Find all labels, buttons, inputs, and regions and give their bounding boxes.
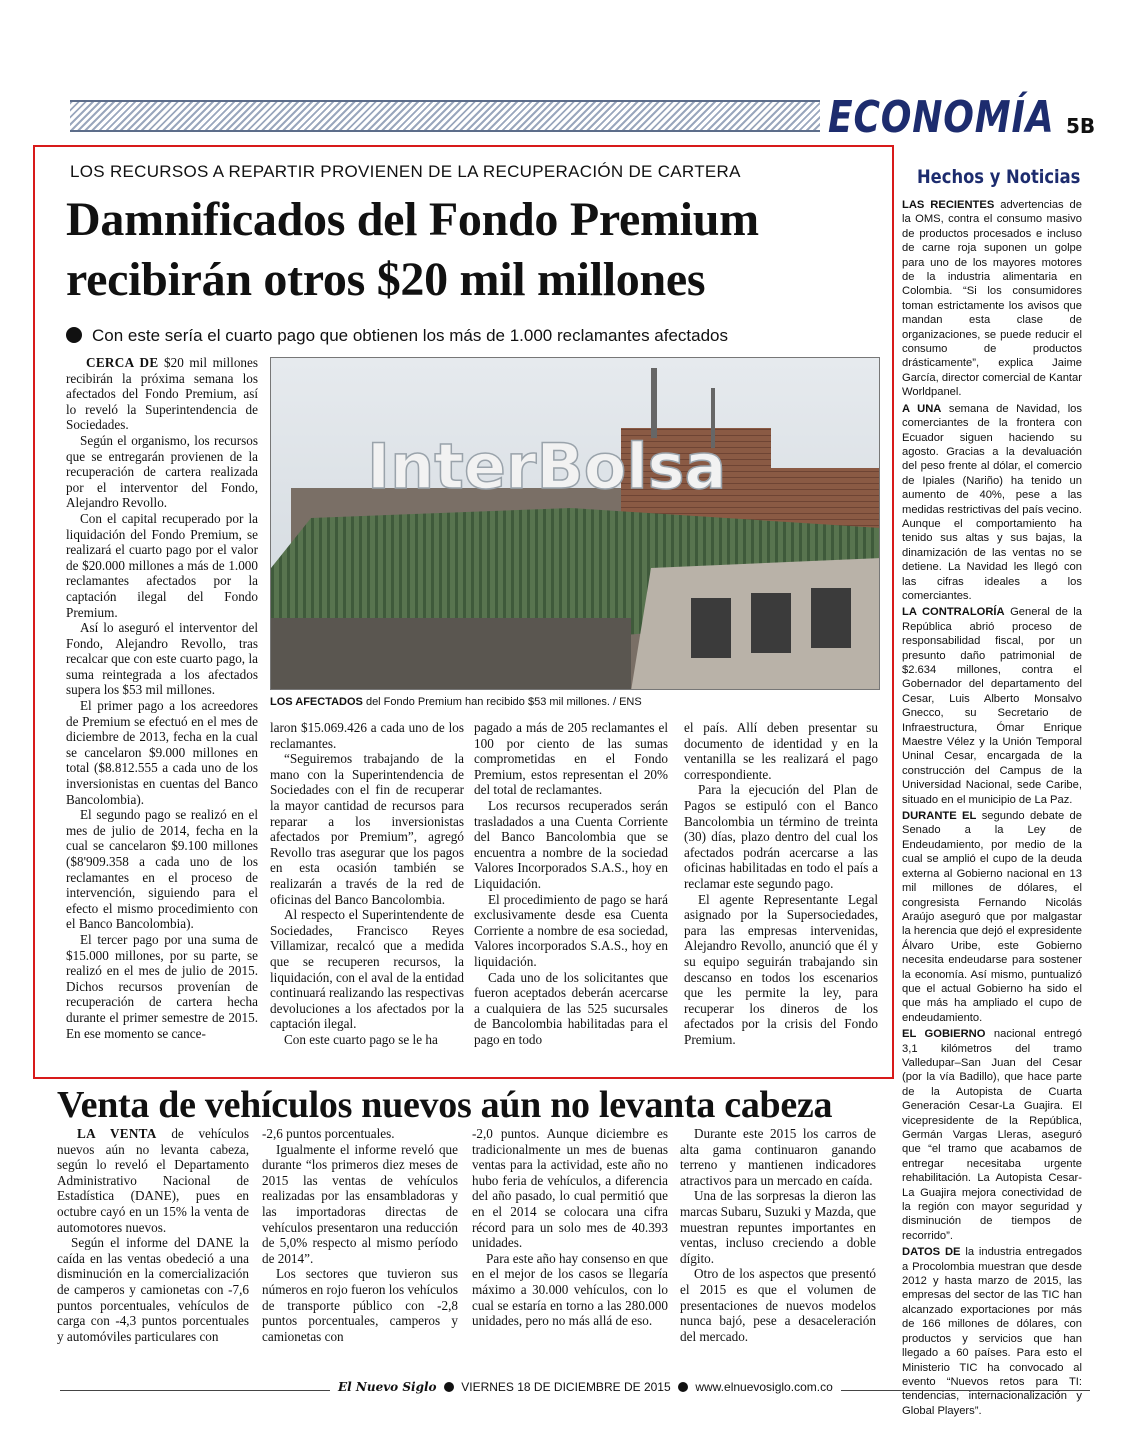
paragraph: El segundo pago se realizó en el mes de julio de 2014, fecha en la cual se cancelaron $9.100 millones ($8'909.358 a cada uno de los reclamantes en el proceso de intervención, siguiendo para el efecto el mismo procedimiento con el Banco Bancolombia). [66,807,258,932]
paragraph: El agente Representante Legal asignado por la Supersociedades, para las empresas intervenidas, Alejandro Revollo, anunció que él y su equipo seguirán trabajando sin descanso en todos los escenarios que les permite la ley, para recuperar los dineros de los afectados por la crisis del Fondo Premium. [684,891,878,1047]
paragraph: “Seguiremos trabajando de la mano con la Superintendencia de Sociedades con el fin de recuperar la mayor cantidad de recursos para reparar a los inversionistas afectados por Premium”, agregó Revollo tras asegurar que los pagos en esta ocasión también se realizarán a través de la red de oficinas del Banco Bancolombia. [270,751,464,907]
caption-lead: LOS AFECTADOS [270,696,363,708]
paragraph: Para este año hay consenso en que en el mejor de los casos se llegaría máximo a 30.000 vehículos, con lo cual se estaría en torno a las 280.000 unidades, pero no más allá de eso. [472,1250,668,1329]
footer-content [330,1380,841,1394]
paragraph: El primer pago a los acreedores de Premium se efectuó en el mes de diciembre de 2013, fecha en la cual se cancelaron $9.000 millones en total ($8.812.555 a cada uno de los inversionistas en cuentas del Banco Bancolombia). [66,698,258,807]
sidebar-item-text: advertencias de la OMS, contra el consumo masivo de productos procesados e incluso de carne roja suponen un golpe para uno de los mayores motores de la industria alimentaria en Colombia. “Si los consumidores toman estrictamente los avisos que mandan esta clase de organizaciones, se puede reducir el consumo de productos drásticamente”, explica Jaime García, director comercial de Kantar Worldpanel. [902,199,1082,399]
bullet-icon [444,1382,454,1392]
photo-sign-text: InterBolsa [367,430,727,503]
paragraph: -2,6 puntos porcentuales. [262,1126,395,1141]
paragraph [66,355,258,433]
paragraph: Los recursos recuperados serán trasladados a una Cuenta Corriente del Banco Bancolombia que se encuentra a nombre de la sociedad Valores Incorporados S.A.S., hoy en Liquidación. [474,797,668,891]
lead-in: CERCA DE [86,355,159,370]
paragraph: El procedimiento de pago se hará exclusivamente desde esa Cuenta Corriente a nombre de esa sociedad, Valores incorporados S.A.S., hoy en liquidación. [474,891,668,969]
article-column-4 [684,720,878,1047]
paragraph: el país. Allí deben presentar su documento de identidad y en la ventanilla se les realizará el pago correspondiente. [684,720,878,782]
sidebar-item-lead: DATOS DE [902,1246,961,1259]
article-column-1 [66,355,258,1041]
paragraph: Con el capital recuperado por la liquidación del Fondo Premium, se realizará el cuarto pago por el valor de $20.000 millones a más de 1.000 reclamantes afectados por la captación ilegal del Fondo Premium. [66,510,258,620]
sidebar-item-text: nacional entregó 3,1 kilómetros del tramo Valledupar–San Juan del Cesar (por la vía Badillo), que hace parte de la Autopista de Cuarta Generación Cesar-La Guajira. El vicepresidente de la República, Germán Vargas Lleras, aseguró que “el tramo que acabamos de entregar necesitaba urgente rehabilitación. La Autopista Cesar-La Guajira mejora conectividad de la región con mayor seguridad y disminución de tiempos de recorrido”. [902,1028,1082,1242]
article-column-2 [270,720,464,1047]
paragraph [57,1126,249,1235]
sidebar-item-text: segundo debate de Senado a la Ley de Endeudamiento, por medio de la cual se amplió el cupo de la deuda externa al Gobierno nacional en 13 mil millones de dólares, el congresista Fernando Nicolás Araújo aseguró que por malgastar la herencia que dejó el expresidente Álvaro Uribe, este Gobierno necesita endeudarse para sostener la economía. Así mismo, puntualizó que el actual Gobierno ha sido el que más ha ampliado el cupo de endeudamiento. [902,810,1082,1024]
sidebar-title: Hechos y Noticias [917,166,1081,188]
paragraph: Así lo aseguró el interventor del Fondo, Alejandro Revollo, tras recalcar que con este cuarto pago, la suma reintegrada a los afectados supera los $53 mil millones. [66,620,258,698]
section-title: ECONOMÍA [828,92,1055,143]
sidebar-item [902,809,1082,1025]
article-kicker: LOS RECURSOS A REPARTIR PROVIENEN DE LA RECUPERACIÓN DE CARTERA [70,162,741,181]
paragraph: Una de las sorpresas la dieron las marcas Subaru, Suzuki y Mazda, que muestran repuntes importantes en ventas, incluso creciendo a doble dígito. [680,1188,876,1266]
sidebar-item-lead: LAS RECIENTES [902,199,995,211]
sidebar-item-text: la industria entregados a Procolombia muestran que desde 2012 y hasta marzo de 2015, las empresas del sector de las TIC han alcanzado exportaciones por más de 166 millones de dólares, con productos y servicios que han llegado a 60 países. Para esto el Ministerio TIC ha convocado al evento “Nuevos retos para TI: tendencias, internacionalización y Global Players”. [902,1246,1082,1417]
article-subhead [66,326,728,346]
footer-date: VIERNES 18 DE DICIEMBRE DE 2015 [461,1380,671,1394]
masthead-hatch-band [70,100,820,132]
interbolsa-building-photo [271,358,880,690]
article2-column-1 [57,1126,249,1344]
photo-caption [270,696,642,708]
article2-column-3 [472,1126,668,1329]
sidebar-item-lead: LA CONTRALORÍA [902,606,1005,619]
paragraph: Igualmente el informe reveló que durante “los primeros diez meses de 2015 las ventas de vehículos realizadas por las ensambladoras y las importadoras directas de vehículos presentaron una reducción de 5,0% respecto al mismo período de 2014”. [262,1141,458,1266]
lead-in: LA VENTA [77,1126,157,1141]
article-headline [66,190,896,310]
paragraph: Para la ejecución del Plan de Pagos se estipuló con el Banco Bancolombia un término de treinta (30) días, plazo dentro del cual los afectados podrán acercarse a las oficinas habilitadas en todo el país a reclamar este segundo pago. [684,782,878,891]
paragraph: Al respecto el Superintendente de Sociedades, Francisco Reyes Villamizar, recalcó que a medida que se recuperen recursos, la liquidación, con el aval de la entidad continuará realizando las respectivas devoluciones a los afectados por la captación ilegal. [270,907,464,1032]
masthead [70,92,1110,142]
article-photo [270,357,880,690]
paragraph: Durante este 2015 los carros de alta gama continuaron ganando terreno y mantienen indicadores atractivos para un mercado en caída. [680,1126,876,1188]
sidebar-item [902,402,1082,604]
paragraph: El tercer pago por una suma de $15.000 millones, por su parte, se realizó en el mes de julio de 2015. Dichos recursos provenían de recuperación de cartera hecha durante el primer semestre de 2015. En ese momento se cance- [66,931,258,1041]
bullet-icon [678,1382,688,1392]
sidebar-item [902,1027,1082,1243]
sidebar-item-text: General de la República abrió proceso de responsabilidad fiscal, por un presunto daño patrimonial de $2.634 millones, contra el Gobernador del departamento del Cesar, Luis Alberto Monsalvo Gnecco, su Secretario de Infraestructura, Ómar Enrique Maestre Vélez y la Unión Temporal Uninal Cesar, encargada de la construcción del Campus de la Universidad Nacional, sede Caribe, situado en el municipio de La Paz. [902,606,1082,806]
article2-headline: Venta de vehículos nuevos aún no levanta cabeza [57,1084,833,1126]
paragraph-text: $20 mil millones recibirán la próxima semana los afectados del Fondo Premium, así lo reveló la Superintendencia de Sociedades. [66,355,258,433]
footer-url[interactable]: www.elnuevosiglo.com.co [695,1380,833,1394]
sidebar-item-lead: A UNA [902,402,942,415]
paragraph: Cada uno de los solicitantes que fueron aceptados deberán acercarse a cualquiera de las 525 sucursales de Bancolombia habilitadas para el pago en todo [474,969,668,1047]
paragraph: laron $15.069.426 a cada uno de los reclamantes. [270,720,464,751]
paragraph: pagado a más de 205 reclamantes el 100 por ciento de las sumas comprometidas en el Fondo Premium, estos representan el 20% del total de reclamantes. [474,720,668,798]
page-number: 5B [1066,114,1096,138]
sidebar-item-lead: DURANTE EL [902,810,977,823]
article2-column-4 [680,1126,876,1344]
sidebar-news [902,198,1082,1420]
paragraph: Con este cuarto pago se le ha [284,1031,438,1047]
paragraph: Otro de los aspectos que presentó el 2015 es que el volumen de presentaciones de nuevos modelos nunca bajó, pese a desaceleración del mercado. [680,1266,876,1344]
bullet-icon [66,327,82,343]
headline-line-2: recibirán otros $20 mil millones [66,253,706,306]
sidebar-item-lead: EL GOBIERNO [902,1028,986,1041]
sidebar-item [902,605,1082,807]
paragraph: Según el organismo, los recursos que se entregarán provienen de la recuperación de cartera realizada por el interventor del Fondo, Alejandro Revollo. [66,432,258,511]
newspaper-logo: El Nuevo Siglo [338,1380,437,1394]
sidebar-item-text: semana de Navidad, los comerciantes de la frontera con Ecuador siguen haciendo su agosto. Gracias a la devaluación del peso frente al dólar, el comercio de Ipiales (Nariño) ha tenido un aumento de 40%, pese a las medidas restrictivas del país vecino. Aunque el comportamiento ha tenido sus altas y sus bajas, la dinamización de las ventas no se detiene. La Navidad les llegó con las cifras ideales a los comerciantes. [902,402,1082,602]
article2-column-2 [262,1126,458,1344]
paragraph: Según el informe del DANE la caída en las ventas obedeció a una disminución en la comercialización de camperos y camionetas con -7,6 puntos porcentuales, vehículos de carga con -4,3 puntos porcentuales y automóviles particulares con [57,1235,249,1344]
paragraph-text: de vehículos nuevos aún no levanta cabeza, según lo reveló el Departamento Administrativo Nacional de Estadística (DANE), pues en octubre cayó en un 15% la venta de automotores nuevos. [57,1126,249,1235]
subhead-text: Con este sería el cuarto pago que obtienen los más de 1.000 reclamantes afectados [92,326,729,345]
sidebar-item [902,198,1082,400]
headline-line-1: Damnificados del Fondo Premium [66,193,759,246]
paragraph: Los sectores que tuvieron sus números en rojo fueron los vehículos de transporte público con -2,8 puntos porcentuales, camperos y camionetas con [262,1266,458,1344]
caption-text: del Fondo Premium han recibido $53 mil millones. / ENS [362,696,642,708]
article-column-3 [474,720,668,1047]
page-footer [0,1380,1126,1404]
paragraph: -2,0 puntos. Aunque diciembre es tradicionalmente un mes de buenas ventas para la actividad, este año no hubo feria de vehículos, a diferencia del año pasado, lo cual permitió que en el 2014 se colocara una cifra récord para un solo mes de 40.393 unidades. [472,1126,668,1251]
